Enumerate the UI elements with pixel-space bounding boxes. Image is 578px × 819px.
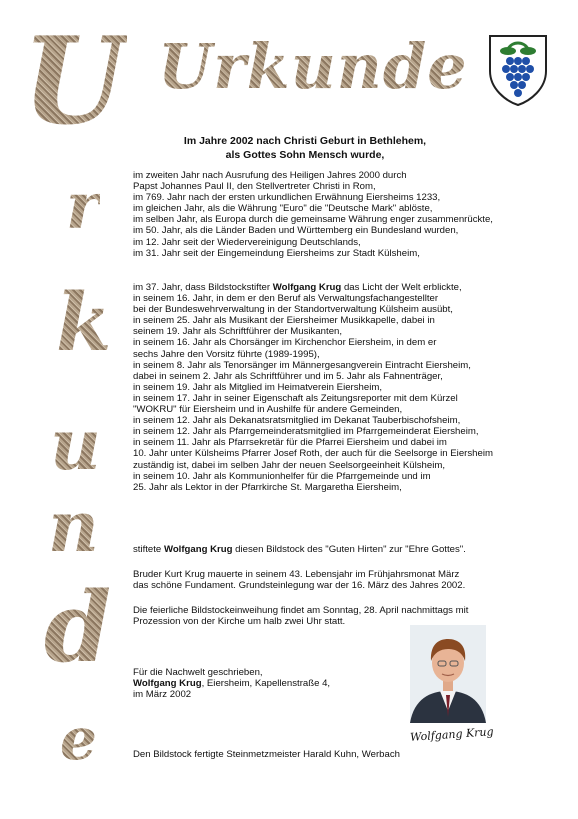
text-line: das schöne Fundament. Grundsteinlegung war der 16. März des Jahres 2002. [133, 580, 466, 592]
text-line: in seinem 16. Jahr, in dem er den Beruf als Verwaltungsfachangestellter [133, 293, 439, 305]
text-line: bei der Bundeswehrverwaltung in der Standortverwaltung Külsheim ausübt, [133, 304, 453, 316]
decor-letter-k: k [56, 275, 112, 369]
text-line: in seinem 8. Jahr als Tenorsänger im Männergesangverein Eintracht Eiersheim, [133, 359, 471, 371]
text-line: zuständig ist, dabei im selben Jahr der neuen Seelsorgeeinheit Külsheim, [133, 459, 445, 471]
paragraph-biography [133, 282, 493, 493]
text-line: Wolfgang Krug, Eiersheim, Kapellenstraße 4, [133, 678, 331, 690]
headline-line: als Gottes Sohn Mensch wurde, [225, 149, 385, 161]
signature: Wolfgang Krug [409, 725, 494, 744]
decor-letter-r: r [66, 169, 100, 244]
text-line: in seinem 16. Jahr als Chorsänger im Kirchenchor Eiersheim, in dem er [133, 337, 437, 349]
headline [160, 134, 450, 162]
decor-letter-e: e [60, 705, 97, 773]
donor-name: Wolfgang Krug [163, 544, 233, 555]
footer-credit: Den Bildstock fertigte Steinmetzmeister Harald Kuhn, Werbach [133, 749, 400, 760]
headline-line: Im Jahre 2002 nach Christi Geburt in Bethlehem, [183, 135, 427, 147]
text-line: Die feierliche Bildstockeinweihung findet am Sonntag, 28. April nachmittags mit [133, 605, 469, 616]
text-line: Bruder Kurt Krug mauerte in seinem 43. Lebensjahr im Frühjahrsmonat März [133, 569, 460, 580]
text-line: in seinem 11. Jahr als Pfarrsekretär für die Pfarrei Eiersheim und dabei im [133, 437, 447, 449]
text-line: dabei in seinem 2. Jahr als Schriftführer und im 5. Jahr als Fahnenträger, [133, 370, 443, 382]
portrait-photo [410, 625, 486, 723]
decor-letter-d: d [44, 571, 112, 684]
text-line: im 769. Jahr nach der ersten urkundlichen Erwähnung Eiersheims 1233, [133, 192, 441, 204]
text-line: in seinem 12. Jahr als Dekanatsratsmitglied im Dekanat Tauberbischofsheim, [133, 415, 461, 427]
text-line: in seinem 12. Jahr als Pfarrgemeinderatsmitglied im Pfarrgemeinderat Eiersheim, [133, 426, 479, 438]
text-line: 10. Jahr unter Külsheims Pfarrer Josef Roth, der auch für die Seelsorge in Eiersheim [133, 448, 493, 460]
paragraph-donation [133, 544, 466, 555]
text-line: im zweiten Jahr nach Ausrufung des Heiligen Jahres 2000 durch [133, 170, 407, 181]
text-line: im gleichen Jahr, als die Währung "Euro" die "Deutsche Mark" ablöste, [133, 203, 433, 215]
text-line: Prozession von der Kirche um halb zwei Uhr statt. [133, 616, 346, 628]
text-line: in seinem 25. Jahr als Musikant der Eiersheimer Musikkapelle, dabei in [133, 315, 435, 327]
donor-name: Wolfgang Krug [272, 282, 342, 293]
decor-letter-n: n [48, 485, 99, 568]
text-line: in seinem 10. Jahr als Kommunionhelfer für die Pfarrgemeinde und im [133, 470, 431, 482]
text-line: 25. Jahr als Lektor in der Pfarrkirche St. Margaretha Eiersheim, [133, 481, 402, 493]
text-line: sechs Jahre den Vorsitz führte (1989-1995), [133, 348, 320, 360]
text-line: "WOKRU" für Eiersheim und in Aushilfe für andere Gemeinden, [133, 404, 403, 416]
paragraph-foundation [133, 569, 465, 591]
decor-letter-u: U [22, 11, 127, 152]
decor-letter-u2: u [50, 403, 101, 486]
text-line: im 37. Jahr, dass Bildstockstifter Wolfgang Krug das Licht der Welt erblickte, [133, 282, 462, 293]
text-line: im 31. Jahr seit der Eingemeindung Eiersheims zur Stadt Külsheim, [133, 247, 420, 259]
text-line: Für die Nachwelt geschrieben, [133, 667, 263, 678]
page-title: Urkunde [158, 30, 468, 103]
text-line: im 50. Jahr, als die Länder Baden und Württemberg ein Bundesland wurden, [133, 225, 459, 237]
paragraph-signoff [133, 667, 330, 700]
text-line: im März 2002 [133, 689, 192, 701]
paragraph-chronology [133, 170, 493, 259]
text-line: seinem 19. Jahr als Schriftführer der Musikanten, [133, 326, 343, 338]
coat-of-arms-icon [486, 33, 550, 107]
text-line: im selben Jahr, als Europa durch die gemeinsame Währung enger zusammenrückte, [133, 214, 493, 226]
text-line: in seinem 19. Jahr als Mitglied im Heimatverein Eiersheim, [133, 381, 382, 393]
text-line: im 12. Jahr seit der Wiedervereinigung Deutschlands, [133, 236, 361, 248]
text-line: Papst Johannes Paul II, den Stellvertreter Christi in Rom, [133, 181, 376, 193]
paragraph-consecration [133, 605, 468, 627]
author-name: Wolfgang Krug [133, 678, 202, 690]
text-line: stiftete Wolfgang Krug diesen Bildstock des "Guten Hirten" zur "Ehre Gottes". [133, 544, 466, 555]
text-line: in seinem 17. Jahr in seiner Eigenschaft als Zeitungsreporter mit dem Kürzel [133, 392, 458, 404]
